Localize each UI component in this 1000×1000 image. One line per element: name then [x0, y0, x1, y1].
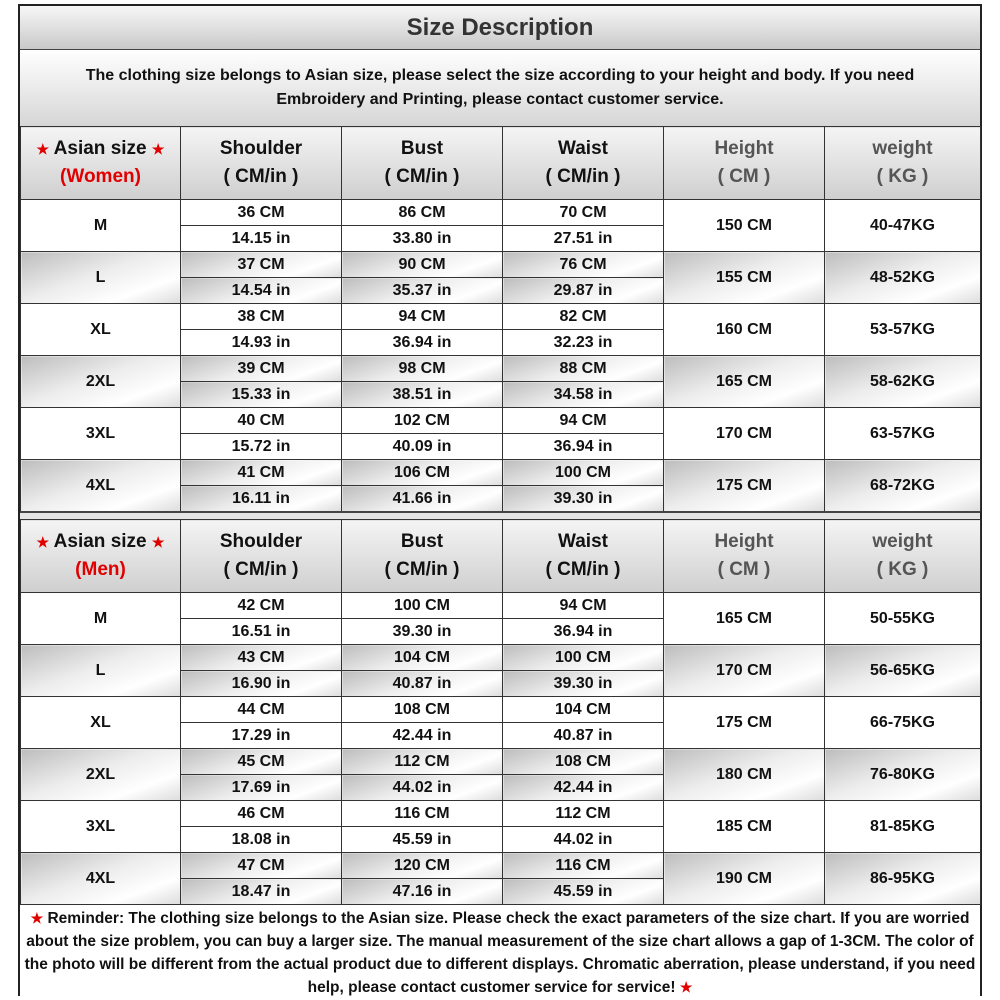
- waist-in-cell: 34.58 in: [503, 382, 664, 408]
- bust-in-cell: 40.87 in: [342, 671, 503, 697]
- shoulder-cm-cell: 41 CM: [181, 460, 342, 486]
- height-cell: 165 CM: [664, 593, 825, 645]
- bust-cm-cell: 86 CM: [342, 200, 503, 226]
- shoulder-cm-cell: 40 CM: [181, 408, 342, 434]
- bust-header: Bust ( CM/in ): [342, 520, 503, 593]
- height-cell: 190 CM: [664, 853, 825, 905]
- size-cell: 3XL: [21, 801, 181, 853]
- bust-header: Bust ( CM/in ): [342, 127, 503, 200]
- table-header-row: [21, 127, 981, 200]
- waist-in-cell: 27.51 in: [503, 226, 664, 252]
- asian-size-header: [21, 520, 181, 593]
- waist-in-cell: 32.23 in: [503, 330, 664, 356]
- weight-cell: 40-47KG: [825, 200, 981, 252]
- size-cell: 2XL: [21, 356, 181, 408]
- height-header: Height ( CM ): [664, 127, 825, 200]
- weight-cell: 86-95KG: [825, 853, 981, 905]
- height-cell: 175 CM: [664, 697, 825, 749]
- shoulder-in-cell: 16.51 in: [181, 619, 342, 645]
- bust-cm-cell: 94 CM: [342, 304, 503, 330]
- weight-cell: 68-72KG: [825, 460, 981, 512]
- shoulder-in-cell: 14.54 in: [181, 278, 342, 304]
- size-cell: XL: [21, 697, 181, 749]
- bust-in-cell: 44.02 in: [342, 775, 503, 801]
- waist-cm-cell: 70 CM: [503, 200, 664, 226]
- weight-cell: 56-65KG: [825, 645, 981, 697]
- shoulder-in-cell: 18.08 in: [181, 827, 342, 853]
- intro-text: The clothing size belongs to Asian size, please select the size according to your height and body. If you need Embroidery and Printing, please contact customer service.: [20, 50, 980, 126]
- reminder-text: Reminder: The clothing size belongs to the Asian size. Please check the exact parameters of the size chart. If you are worried about the size problem, you can buy a larger size. The manual measurement of the size chart allows a gap of 1-3CM. The color of the photo will be different from the actual product due to different displays. Chromatic aberration, please understand, if you need help, please contact customer service for service!: [24, 910, 976, 996]
- shoulder-cm-cell: 47 CM: [181, 853, 342, 879]
- weight-cell: 58-62KG: [825, 356, 981, 408]
- shoulder-cm-cell: 37 CM: [181, 252, 342, 278]
- height-cell: 150 CM: [664, 200, 825, 252]
- table-row: [21, 200, 981, 226]
- men-label: (Men): [75, 559, 126, 580]
- table-row: [21, 645, 981, 671]
- waist-cm-cell: 108 CM: [503, 749, 664, 775]
- height-cell: 170 CM: [664, 645, 825, 697]
- size-cell: L: [21, 252, 181, 304]
- shoulder-in-cell: 17.29 in: [181, 723, 342, 749]
- table-row: [21, 460, 981, 486]
- table-row: [21, 356, 981, 382]
- star-icon: ★: [36, 534, 50, 550]
- weight-cell: 66-75KG: [825, 697, 981, 749]
- waist-in-cell: 39.30 in: [503, 486, 664, 512]
- table-row: [21, 593, 981, 619]
- weight-cell: 53-57KG: [825, 304, 981, 356]
- shoulder-in-cell: 14.93 in: [181, 330, 342, 356]
- waist-cm-cell: 88 CM: [503, 356, 664, 382]
- waist-in-cell: 29.87 in: [503, 278, 664, 304]
- size-cell: 4XL: [21, 853, 181, 905]
- shoulder-cm-cell: 38 CM: [181, 304, 342, 330]
- size-cell: M: [21, 200, 181, 252]
- shoulder-cm-cell: 46 CM: [181, 801, 342, 827]
- women-size-table: [20, 126, 981, 512]
- table-row: [21, 252, 981, 278]
- bust-in-cell: 33.80 in: [342, 226, 503, 252]
- waist-in-cell: 36.94 in: [503, 619, 664, 645]
- weight-header: weight ( KG ): [825, 520, 981, 593]
- size-chart: [18, 4, 982, 996]
- waist-in-cell: 36.94 in: [503, 434, 664, 460]
- waist-cm-cell: 94 CM: [503, 593, 664, 619]
- waist-in-cell: 40.87 in: [503, 723, 664, 749]
- size-cell: XL: [21, 304, 181, 356]
- waist-in-cell: 44.02 in: [503, 827, 664, 853]
- star-icon: ★: [679, 979, 693, 995]
- weight-cell: 76-80KG: [825, 749, 981, 801]
- shoulder-in-cell: 15.72 in: [181, 434, 342, 460]
- waist-header: Waist ( CM/in ): [503, 520, 664, 593]
- waist-cm-cell: 82 CM: [503, 304, 664, 330]
- asian-size-label: Asian size: [53, 138, 147, 159]
- size-cell: 3XL: [21, 408, 181, 460]
- bust-in-cell: 39.30 in: [342, 619, 503, 645]
- star-icon: ★: [30, 910, 44, 926]
- bust-cm-cell: 120 CM: [342, 853, 503, 879]
- bust-cm-cell: 102 CM: [342, 408, 503, 434]
- height-cell: 155 CM: [664, 252, 825, 304]
- shoulder-in-cell: 16.11 in: [181, 486, 342, 512]
- shoulder-header: Shoulder ( CM/in ): [181, 127, 342, 200]
- waist-header: Waist ( CM/in ): [503, 127, 664, 200]
- bust-in-cell: 36.94 in: [342, 330, 503, 356]
- star-icon: ★: [36, 141, 50, 157]
- bust-in-cell: 35.37 in: [342, 278, 503, 304]
- waist-cm-cell: 100 CM: [503, 460, 664, 486]
- waist-in-cell: 42.44 in: [503, 775, 664, 801]
- bust-in-cell: 41.66 in: [342, 486, 503, 512]
- shoulder-header: Shoulder ( CM/in ): [181, 520, 342, 593]
- waist-in-cell: 45.59 in: [503, 879, 664, 905]
- size-cell: 4XL: [21, 460, 181, 512]
- reminder-note: [20, 904, 980, 996]
- shoulder-cm-cell: 43 CM: [181, 645, 342, 671]
- bust-in-cell: 45.59 in: [342, 827, 503, 853]
- size-cell: L: [21, 645, 181, 697]
- height-cell: 180 CM: [664, 749, 825, 801]
- table-row: [21, 749, 981, 775]
- bust-cm-cell: 100 CM: [342, 593, 503, 619]
- page-title: Size Description: [20, 6, 980, 50]
- shoulder-in-cell: 16.90 in: [181, 671, 342, 697]
- table-row: [21, 697, 981, 723]
- table-row: [21, 304, 981, 330]
- waist-in-cell: 39.30 in: [503, 671, 664, 697]
- waist-cm-cell: 116 CM: [503, 853, 664, 879]
- bust-in-cell: 38.51 in: [342, 382, 503, 408]
- bust-in-cell: 47.16 in: [342, 879, 503, 905]
- bust-cm-cell: 98 CM: [342, 356, 503, 382]
- waist-cm-cell: 76 CM: [503, 252, 664, 278]
- waist-cm-cell: 94 CM: [503, 408, 664, 434]
- shoulder-in-cell: 14.15 in: [181, 226, 342, 252]
- bust-cm-cell: 106 CM: [342, 460, 503, 486]
- star-icon: ★: [151, 141, 165, 157]
- height-cell: 165 CM: [664, 356, 825, 408]
- bust-cm-cell: 108 CM: [342, 697, 503, 723]
- weight-header: weight ( KG ): [825, 127, 981, 200]
- size-cell: 2XL: [21, 749, 181, 801]
- bust-cm-cell: 116 CM: [342, 801, 503, 827]
- weight-cell: 81-85KG: [825, 801, 981, 853]
- shoulder-in-cell: 18.47 in: [181, 879, 342, 905]
- waist-cm-cell: 100 CM: [503, 645, 664, 671]
- shoulder-in-cell: 17.69 in: [181, 775, 342, 801]
- shoulder-cm-cell: 42 CM: [181, 593, 342, 619]
- weight-cell: 63-57KG: [825, 408, 981, 460]
- table-row: [21, 853, 981, 879]
- waist-cm-cell: 104 CM: [503, 697, 664, 723]
- height-cell: 175 CM: [664, 460, 825, 512]
- women-label: (Women): [60, 166, 141, 187]
- asian-size-label: Asian size: [53, 531, 147, 552]
- bust-in-cell: 42.44 in: [342, 723, 503, 749]
- table-row: [21, 801, 981, 827]
- shoulder-cm-cell: 39 CM: [181, 356, 342, 382]
- men-size-table: [20, 519, 981, 905]
- shoulder-cm-cell: 44 CM: [181, 697, 342, 723]
- bust-cm-cell: 112 CM: [342, 749, 503, 775]
- table-row: [21, 408, 981, 434]
- height-cell: 170 CM: [664, 408, 825, 460]
- waist-cm-cell: 112 CM: [503, 801, 664, 827]
- table-header-row: [21, 520, 981, 593]
- shoulder-cm-cell: 45 CM: [181, 749, 342, 775]
- bust-cm-cell: 90 CM: [342, 252, 503, 278]
- bust-in-cell: 40.09 in: [342, 434, 503, 460]
- height-header: Height ( CM ): [664, 520, 825, 593]
- asian-size-header: [21, 127, 181, 200]
- height-cell: 185 CM: [664, 801, 825, 853]
- weight-cell: 50-55KG: [825, 593, 981, 645]
- weight-cell: 48-52KG: [825, 252, 981, 304]
- height-cell: 160 CM: [664, 304, 825, 356]
- shoulder-cm-cell: 36 CM: [181, 200, 342, 226]
- star-icon: ★: [151, 534, 165, 550]
- size-cell: M: [21, 593, 181, 645]
- shoulder-in-cell: 15.33 in: [181, 382, 342, 408]
- bust-cm-cell: 104 CM: [342, 645, 503, 671]
